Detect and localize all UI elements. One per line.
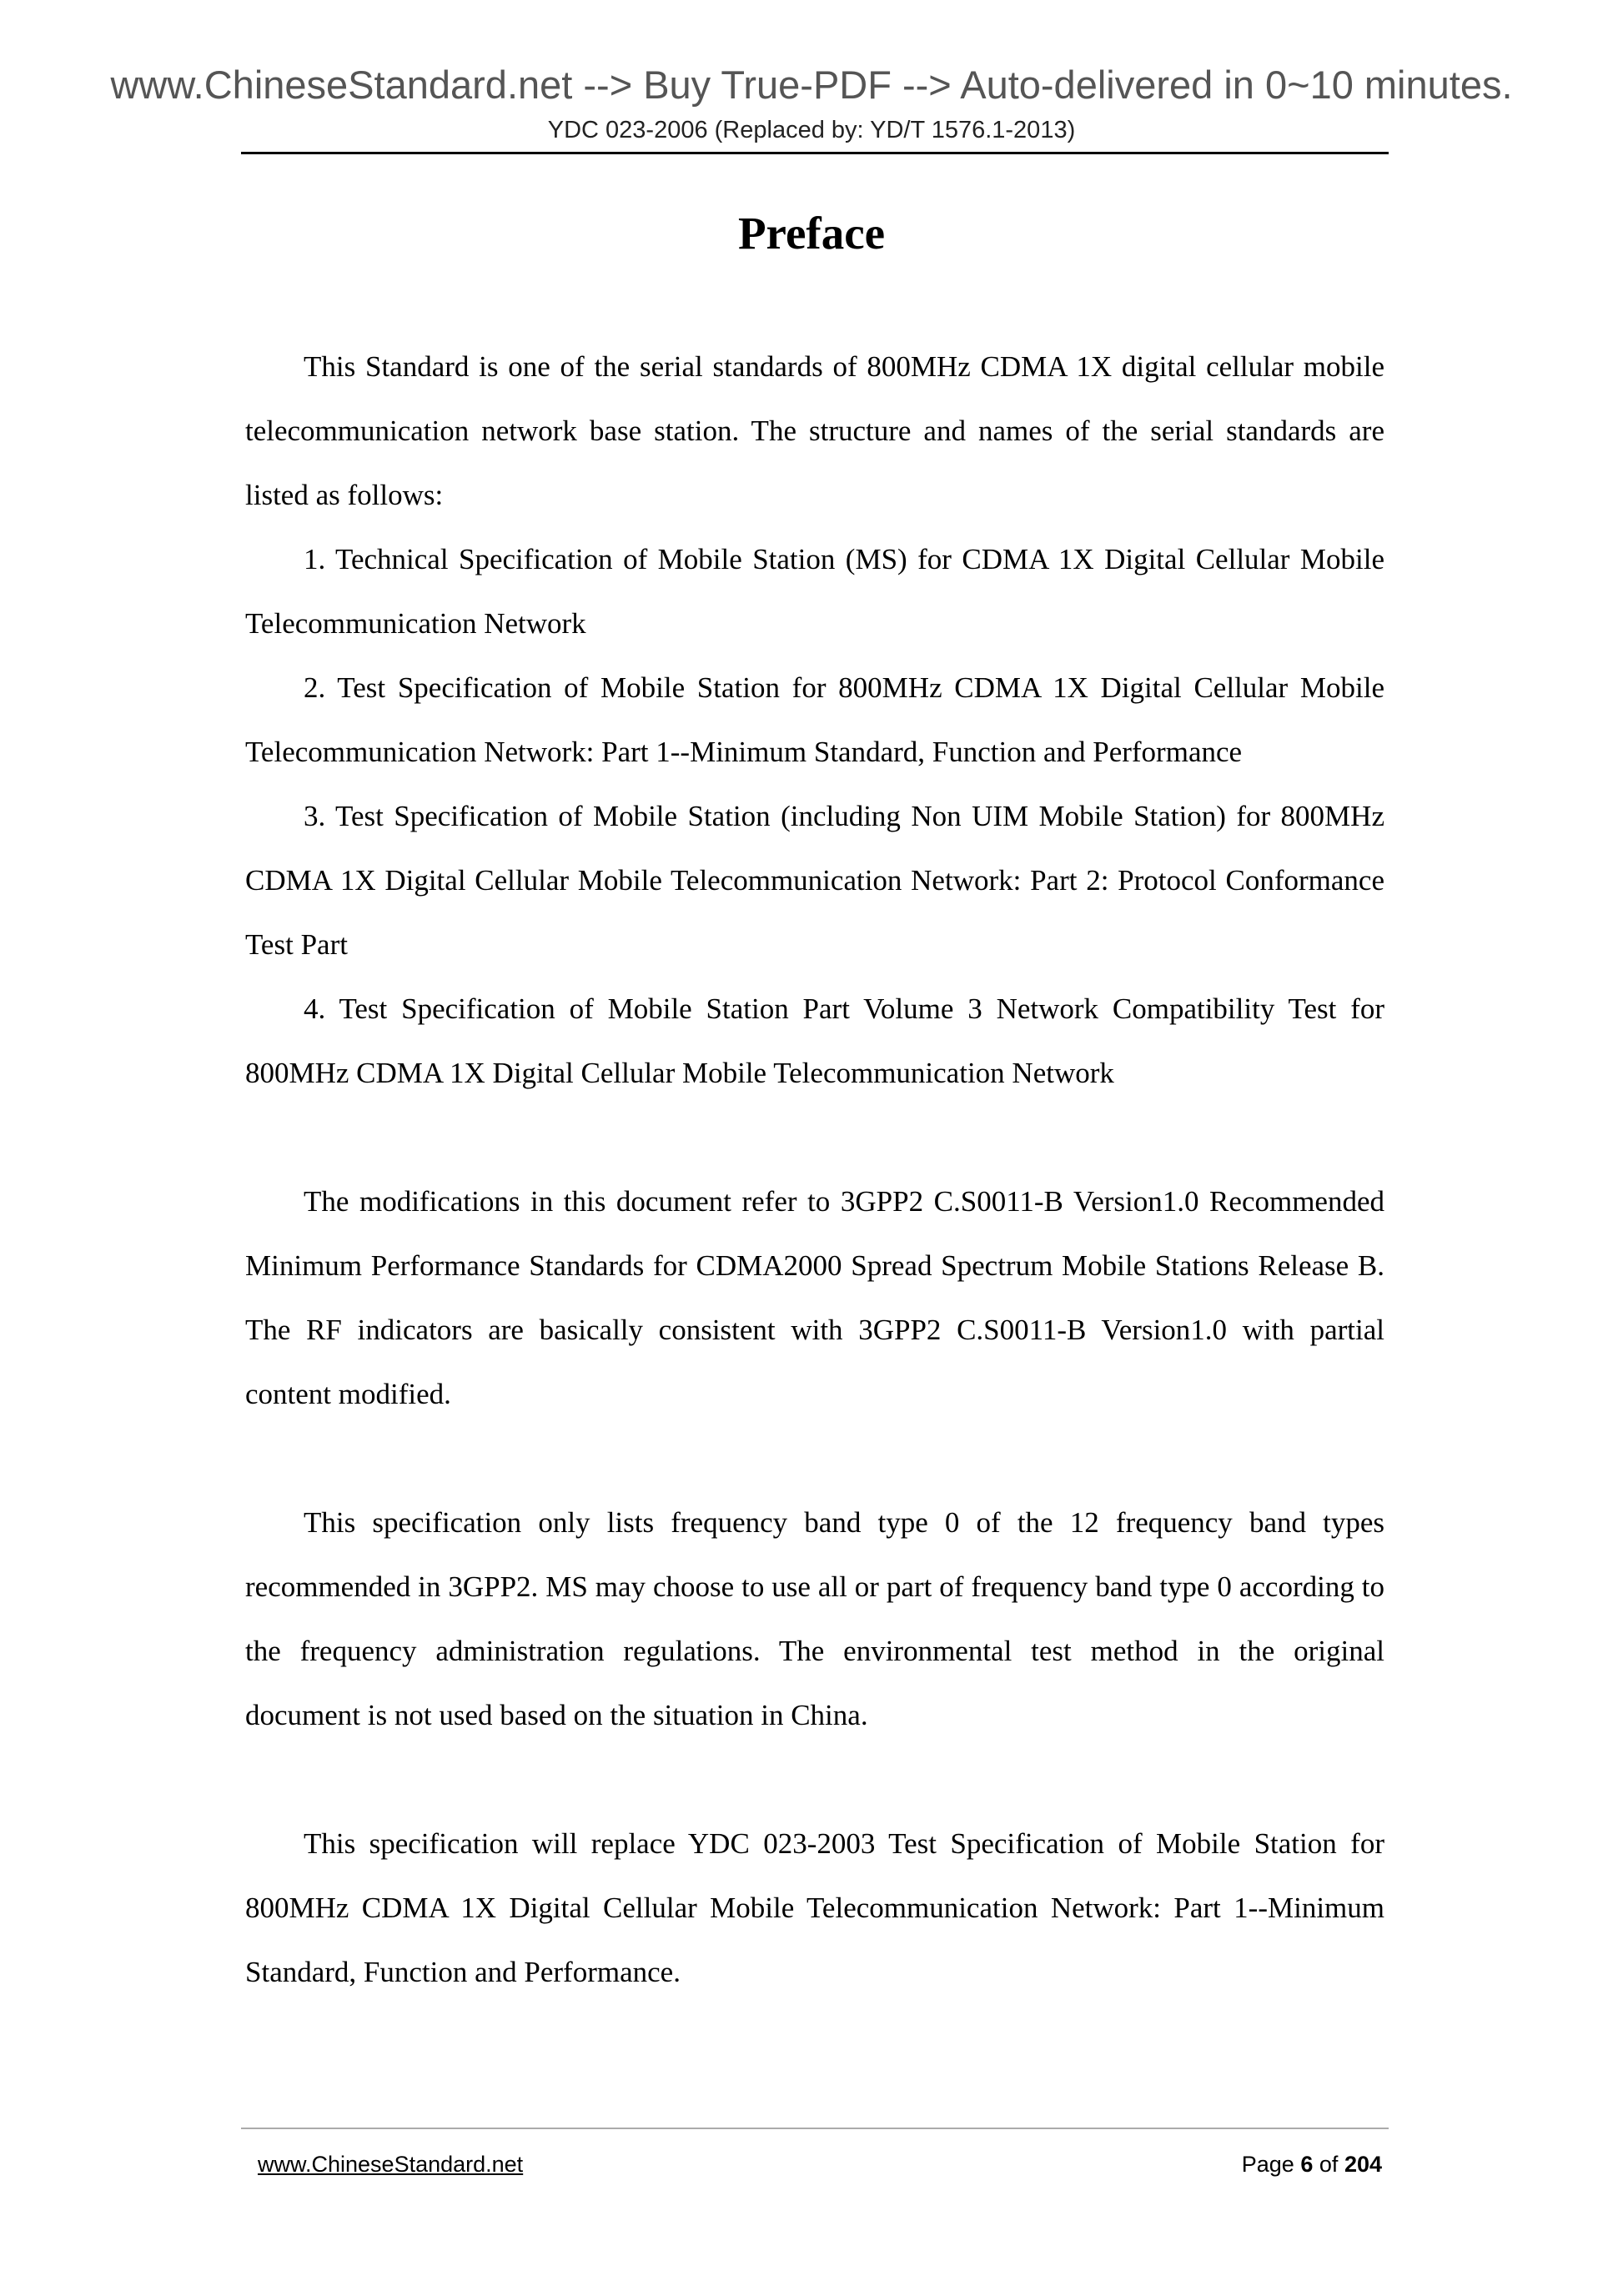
page-of-label: of <box>1319 2152 1339 2177</box>
page-number <box>1242 2152 1382 2178</box>
header-divider <box>241 152 1389 154</box>
footer-website-link[interactable]: www.ChineseStandard.net <box>258 2152 524 2177</box>
paragraph-intro: This Standard is one of the serial standards of 800MHz CDMA 1X digital cellular mobile telecommunication network base station. The structure and names of the serial standards are listed as follows: <box>245 350 1384 511</box>
paragraph-replacement: This specification will replace YDC 023-2003 Test Specification of Mobile Station for 800MHz CDMA 1X Digital Cellular Mobile Telecommunication Network: Part 1--Minimum Standard, Function and Performance. <box>245 1827 1384 1988</box>
banner-header: www.ChineseStandard.net --> Buy True-PDF --> Auto-delivered in 0~10 minutes. <box>110 63 1513 107</box>
page-title: Preface <box>737 208 886 259</box>
list-item-1: 1. Technical Specification of Mobile Station (MS) for CDMA 1X Digital Cellular Mobile Telecommunication Network <box>245 543 1384 640</box>
page-total: 204 <box>1344 2152 1382 2177</box>
footer-divider <box>241 2128 1389 2129</box>
document-body <box>245 334 1384 2004</box>
paragraph-modifications: The modifications in this document refer to 3GPP2 C.S0011-B Version1.0 Recommended Minimum Performance Standards for CDMA2000 Spread Spectrum Mobile Stations Release B. The RF indicators are basically consistent with 3GPP2 C.S0011-B Version1.0 with partial content modified. <box>245 1185 1384 1410</box>
list-item-2: 2. Test Specification of Mobile Station for 800MHz CDMA 1X Digital Cellular Mobile Telecommunication Network: Part 1--Minimum Standard, Function and Performance <box>245 671 1384 768</box>
document-code: YDC 023-2006 (Replaced by: YD/T 1576.1-2013) <box>547 117 1076 143</box>
page-current: 6 <box>1300 2152 1314 2177</box>
page-label: Page <box>1241 2152 1294 2177</box>
paragraph-frequency-band: This specification only lists frequency band type 0 of the 12 frequency band types recommended in 3GPP2. MS may choose to use all or part of frequency band type 0 according to the frequency administration regulations. The environmental test method in the original document is not used based on the situation in China. <box>245 1506 1384 1731</box>
list-item-3: 3. Test Specification of Mobile Station (including Non UIM Mobile Station) for 800MHz CDMA 1X Digital Cellular Mobile Telecommunication Network: Part 2: Protocol Conformance Test Part <box>245 800 1384 961</box>
list-item-4: 4. Test Specification of Mobile Station Part Volume 3 Network Compatibility Test for 800MHz CDMA 1X Digital Cellular Mobile Telecommunication Network <box>245 992 1384 1089</box>
